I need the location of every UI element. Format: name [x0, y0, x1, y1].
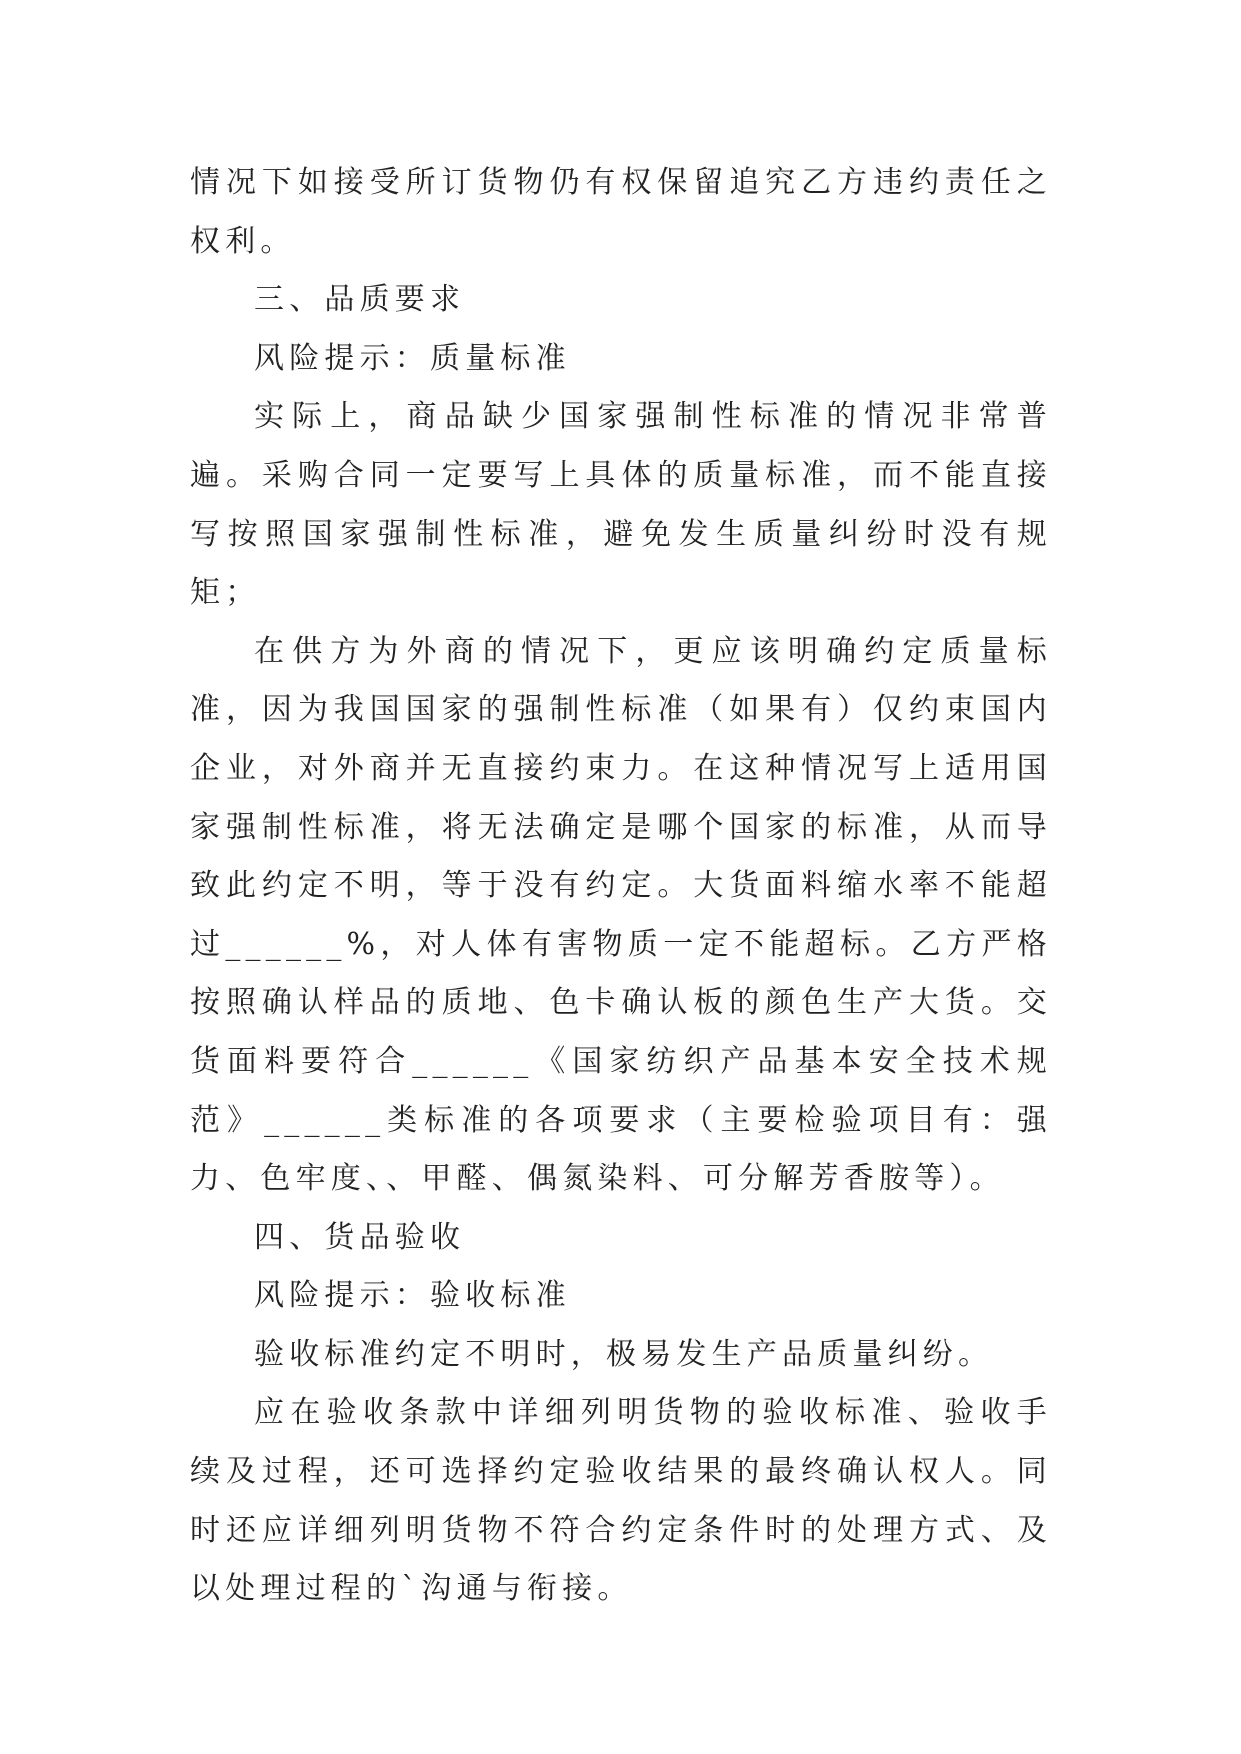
- section-heading-quality: 三、品质要求: [254, 282, 466, 318]
- risk-note-acceptance: 风险提示：验收标准: [254, 1278, 571, 1314]
- section-heading-acceptance: 四、货品验收: [254, 1219, 466, 1255]
- paragraph-foreign-supplier: 在供方为外商的情况下，更应该明确约定质量标准，因为我国国家的强制性标准（如果有）仅约束国内企业，对外商并无直接约束力。在这种情况写上适用国家强制性标准，将无法确定是哪个国家的标准，从而导致此约定不明，等于没有约定。大货面料缩水率不能超过______%，对人体有害物质一定不能超标。乙方严格按照确认样品的质地、色卡确认板的颜色生产大货。交货面料要符合______《国家纺织产品基本安全技术规范》______类标准的各项要求（主要检验项目有：强力、色牢度、、甲醛、偶氮染料、可分解芳香胺等）。: [190, 633, 1052, 1197]
- paragraph-acceptance-terms: 应在验收条款中详细列明货物的验收标准、验收手续及过程，还可选择约定验收结果的最终确认权人。同时还应详细列明货物不符合约定条件时的处理方式、及以处理过程的`沟通与衔接。: [190, 1395, 1052, 1607]
- paragraph-quality-standard: 实际上，商品缺少国家强制性标准的情况非常普遍。采购合同一定要写上具体的质量标准，而不能直接写按照国家强制性标准，避免发生质量纠纷时没有规矩；: [190, 399, 1052, 611]
- paragraph-acceptance-dispute: 验收标准约定不明时，极易发生产品质量纠纷。: [254, 1336, 994, 1372]
- body-text: [190, 154, 1052, 1619]
- risk-note-quality: 风险提示：质量标准: [254, 340, 571, 376]
- paragraph-continuation: 情况下如接受所订货物仍有权保留追究乙方违约责任之权利。: [190, 165, 1052, 259]
